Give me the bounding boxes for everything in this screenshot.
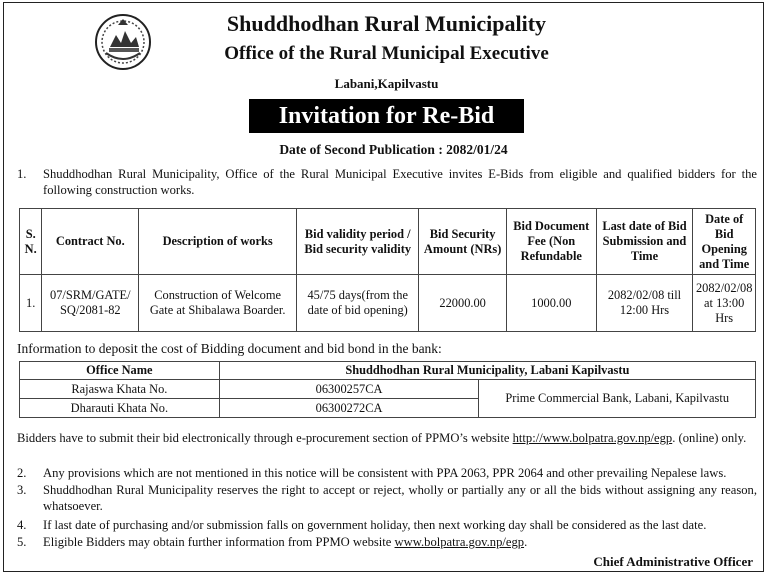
row-opening: 2082/02/08 at 13:00 Hrs bbox=[693, 275, 756, 332]
note-4-number: 4. bbox=[17, 518, 27, 532]
note-4-text: If last date of purchasing and/or submission falls on government holiday, then next working day shall be considered as the last date. bbox=[43, 518, 707, 532]
account-number: 06300272CA bbox=[219, 399, 479, 418]
invitation-banner: Invitation for Re-Bid bbox=[249, 99, 524, 133]
header-description: Description of works bbox=[139, 209, 297, 275]
note-1-text: Bidders have to submit their bid electronically through e-procurement section of PPMO’s website bbox=[17, 431, 513, 445]
note-5 bbox=[17, 534, 757, 550]
note-5-suffix: . bbox=[524, 535, 528, 549]
row-security: 22000.00 bbox=[419, 275, 507, 332]
note-3 bbox=[17, 482, 757, 514]
header-validity: Bid validity period / Bid security validity bbox=[297, 209, 419, 275]
note-4 bbox=[17, 517, 757, 533]
bank-info-text: Information to deposit the cost of Bidding document and bid bond in the bank: bbox=[17, 341, 442, 356]
header-opening: Date of Bid Opening and Time bbox=[693, 209, 756, 275]
bank-info-heading bbox=[17, 341, 757, 357]
account-name: Rajaswa Khata No. bbox=[20, 380, 220, 399]
header-contract: Contract No. bbox=[42, 209, 139, 275]
account-name: Dharauti Khata No. bbox=[20, 399, 220, 418]
note-3-text: Shuddhodhan Rural Municipality reserves the right to accept or reject, wholly or partially any or all the bids without assigning any reason, whatsoever. bbox=[43, 483, 757, 513]
notice-page bbox=[3, 2, 764, 572]
bank-name: Prime Commercial Bank, Labani, Kapilvastu bbox=[479, 380, 756, 418]
note-2-number: 2. bbox=[17, 466, 27, 480]
row-sn: 1. bbox=[20, 275, 42, 332]
bank-table bbox=[19, 361, 756, 418]
bid-table bbox=[19, 208, 756, 332]
table-row bbox=[20, 380, 756, 399]
account-number: 06300257CA bbox=[219, 380, 479, 399]
header-fee: Bid Document Fee (Non Refundable bbox=[506, 209, 596, 275]
row-contract: 07/SRM/GATE/ SQ/2081-82 bbox=[42, 275, 139, 332]
intro-number: 1. bbox=[17, 167, 27, 181]
municipality-title: Shuddhodhan Rural Municipality bbox=[226, 11, 547, 36]
note-submission bbox=[17, 430, 757, 446]
note-2 bbox=[17, 465, 757, 481]
intro-paragraph bbox=[17, 166, 757, 198]
signature: Chief Administrative Officer bbox=[593, 554, 753, 569]
note-2-text: Any provisions which are not mentioned in this notice will be consistent with PPA 2063, PPR 2064 and other prevailing Nepalese laws. bbox=[43, 466, 727, 480]
row-validity: 45/75 days(from the date of bid opening) bbox=[297, 275, 419, 332]
office-subtitle: Office of the Rural Municipal Executive bbox=[224, 43, 549, 64]
egp-link[interactable]: http://www.bolpatra.gov.np/egp bbox=[512, 431, 673, 445]
bank-col-municipality: Shuddhodhan Rural Municipality, Labani Kapilvastu bbox=[219, 362, 755, 380]
note-5-number: 5. bbox=[17, 535, 27, 549]
note-1-suffix: . (online) only. bbox=[672, 431, 747, 445]
header-last-date: Last date of Bid Submission and Time bbox=[596, 209, 693, 275]
intro-text: Shuddhodhan Rural Municipality, Office of the Rural Municipal Executive invites E-Bids from eligible and qualified bidders for the following construction works. bbox=[43, 167, 757, 197]
row-description: Construction of Welcome Gate at Shibalawa Boarder. bbox=[139, 275, 297, 332]
bank-table-header bbox=[20, 362, 756, 380]
note-3-number: 3. bbox=[17, 483, 27, 497]
bank-col-office: Office Name bbox=[20, 362, 220, 380]
note-5-text: Eligible Bidders may obtain further information from PPMO website bbox=[43, 535, 395, 549]
header-security: Bid Security Amount (NRs) bbox=[419, 209, 507, 275]
header-sn: S. N. bbox=[20, 209, 42, 275]
publication-date: Date of Second Publication : 2082/01/24 bbox=[279, 142, 508, 157]
ppmo-link[interactable]: www.bolpatra.gov.np/egp bbox=[394, 535, 525, 549]
bid-table-header bbox=[20, 209, 756, 275]
table-row bbox=[20, 275, 756, 332]
row-last-date: 2082/02/08 till 12:00 Hrs bbox=[596, 275, 693, 332]
row-fee: 1000.00 bbox=[506, 275, 596, 332]
location-line: Labani,Kapilvastu bbox=[334, 76, 439, 91]
